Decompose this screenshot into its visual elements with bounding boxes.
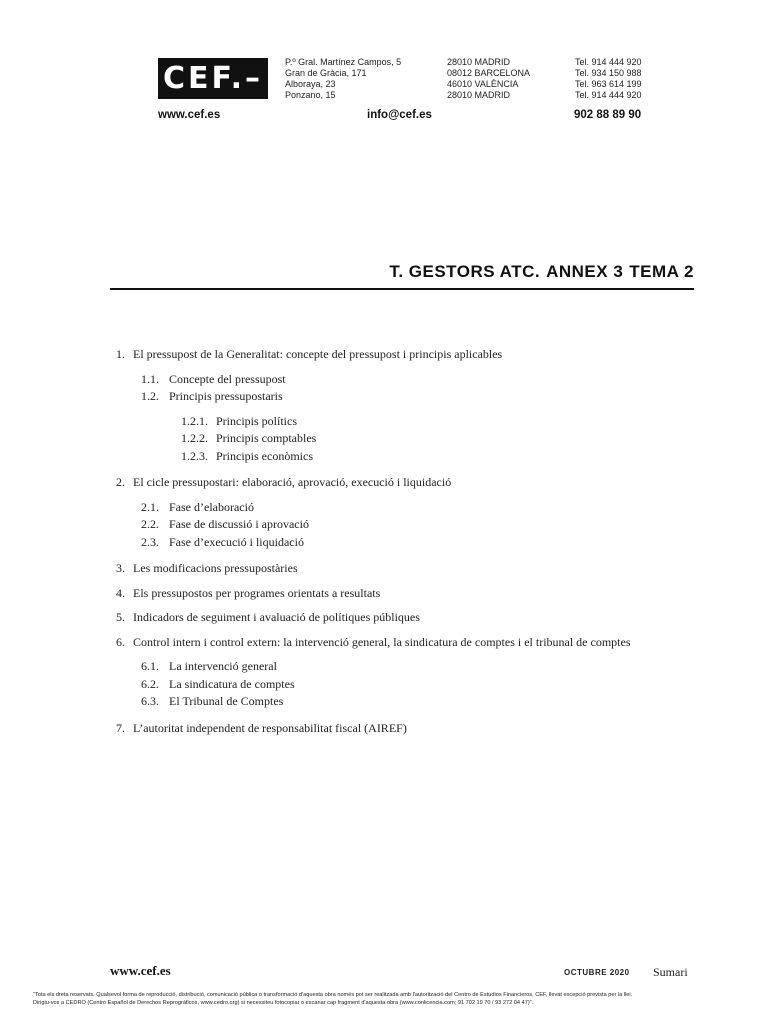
- toc-item[interactable]: [0, 720, 768, 738]
- address-city: 28010 MADRID: [447, 57, 511, 67]
- address-city: 46010 VALÈNCIA: [447, 79, 519, 89]
- toc-item[interactable]: [0, 534, 768, 552]
- toc-text: Fase de discussió i aprovació: [169, 517, 309, 531]
- header-email-link[interactable]: info@cef.es: [367, 109, 432, 121]
- footer-website-link[interactable]: www.cef.es: [110, 963, 171, 978]
- toc-item[interactable]: [0, 676, 768, 694]
- toc-text: Control intern i control extern: la intervenció general, la sindicatura de comptes i el tribunal de comptes: [133, 634, 631, 649]
- toc-text: Els pressupostos per programes orientats a resultats: [133, 585, 381, 600]
- toc-number: 1.2.1.: [181, 413, 208, 428]
- address-street: P.º Gral. Martínez Campos, 5: [285, 57, 402, 67]
- toc-item[interactable]: [0, 388, 768, 406]
- footer-date: OCTUBRE 2020: [564, 968, 630, 977]
- toc-item[interactable]: [0, 474, 768, 492]
- toc-number: 6.3.: [141, 694, 159, 708]
- address-street: Ponzano, 15: [285, 90, 336, 100]
- spacer: [0, 627, 768, 634]
- table-of-contents: [0, 346, 768, 737]
- address-tel: Tel. 914 444 920: [575, 57, 642, 67]
- spacer: [0, 465, 768, 474]
- toc-item[interactable]: [0, 448, 768, 466]
- address-tel: Tel. 914 444 920: [575, 90, 642, 100]
- toc-number: 6.: [116, 634, 125, 649]
- address-tel: Tel. 934 150 988: [575, 68, 642, 78]
- toc-item[interactable]: [0, 499, 768, 517]
- toc-number: 2.2.: [141, 517, 159, 531]
- toc-item[interactable]: [0, 609, 768, 627]
- toc-number: 1.: [116, 347, 125, 361]
- legal-line: "Tota els dreta reservats. Qualsevol forma de reproducció, distribució, comunicació pública o transformació d'aquesta obra només pot ser realitzada amb l'autorització del Centro de Estudios Financieros, CEF, llevat excepció prevista per la llei.: [33, 992, 633, 998]
- toc-text: Principis econòmics: [216, 448, 313, 463]
- spacer: [0, 364, 768, 371]
- toc-item[interactable]: [0, 413, 768, 431]
- document-title: [383, 262, 694, 282]
- legal-line: Dirigiu-vos a CEDRO (Centro Español de Derechos Reprográficos, www.cedro.org) si necessiteu fotocopiar o escanar cap fragment d'aquesta obra (www.conlicencia.com; 91 702 19 70 / 93 272 04 47)".: [33, 999, 534, 1006]
- toc-number: 6.2.: [141, 676, 159, 691]
- address-phones: [575, 57, 642, 101]
- toc-text: El Tribunal de Comptes: [169, 694, 284, 708]
- toc-number: 2.3.: [141, 534, 159, 549]
- toc-number: 7.: [116, 720, 125, 735]
- toc-text: L’autoritat independent de responsabilitat fiscal (AIREF): [133, 720, 407, 735]
- spacer: [0, 492, 768, 499]
- toc-number: 1.2.2.: [181, 431, 208, 445]
- address-city: 08012 BARCELONA: [447, 68, 531, 78]
- toc-text: Concepte del pressupost: [169, 371, 286, 386]
- toc-number: 2.1.: [141, 499, 159, 514]
- toc-item[interactable]: [0, 371, 768, 389]
- title-part-1: T. GESTORS ATC.: [389, 262, 541, 281]
- toc-number: 4.: [116, 585, 125, 600]
- title-part-2: ANNEX 3: [546, 262, 624, 281]
- footer-sumari-link[interactable]: Sumari: [653, 965, 688, 979]
- toc-item[interactable]: [0, 430, 768, 448]
- legal-notice: [33, 992, 735, 1007]
- toc-number: 1.2.3.: [181, 448, 208, 463]
- header-phone: 902 88 89 90: [574, 109, 642, 121]
- spacer: [0, 711, 768, 720]
- title-divider: [110, 288, 694, 290]
- toc-item[interactable]: [0, 585, 768, 603]
- toc-text: Principis pressupostaris: [169, 389, 283, 403]
- toc-number: 1.1.: [141, 371, 159, 386]
- toc-text: Fase d’execució i liquidació: [169, 534, 304, 549]
- spacer: [0, 551, 768, 560]
- toc-text: La sindicatura de comptes: [169, 676, 295, 691]
- title-part-3: TEMA 2: [629, 262, 694, 281]
- spacer: [0, 602, 768, 609]
- spacer: [0, 406, 768, 413]
- spacer: [0, 578, 768, 585]
- toc-text: Principis comptables: [216, 431, 317, 445]
- address-street: Alboraya, 23: [285, 79, 336, 89]
- toc-number: 3.: [116, 561, 125, 575]
- toc-text: Fase d’elaboració: [169, 499, 254, 514]
- toc-item[interactable]: [0, 346, 768, 364]
- toc-text: El pressupost de la Generalitat: concepte del pressupost i principis aplicables: [133, 347, 503, 361]
- cef-logo: CEF.–: [158, 58, 268, 99]
- spacer: [0, 651, 768, 658]
- toc-item[interactable]: [0, 693, 768, 711]
- toc-text: Indicadors de seguiment i avaluació de polítiques públiques: [133, 610, 420, 624]
- toc-number: 1.2.: [141, 389, 159, 403]
- toc-number: 2.: [116, 475, 125, 489]
- toc-number: 5.: [116, 610, 125, 624]
- address-streets: [285, 57, 401, 101]
- toc-item[interactable]: [0, 560, 768, 578]
- toc-text: El cicle pressupostari: elaboració, aprovació, execució i liquidació: [133, 475, 452, 489]
- toc-text: La intervenció general: [169, 659, 277, 673]
- toc-number: 6.1.: [141, 659, 159, 673]
- toc-item[interactable]: [0, 658, 768, 676]
- toc-item[interactable]: [0, 634, 768, 652]
- header-website-link[interactable]: www.cef.es: [158, 109, 221, 121]
- toc-text: Les modificacions pressupostàries: [133, 561, 298, 575]
- address-city: 28010 MADRID: [447, 90, 511, 100]
- toc-item[interactable]: [0, 516, 768, 534]
- address-cities: [447, 57, 530, 101]
- address-street: Gran de Gràcia, 171: [285, 68, 367, 78]
- address-tel: Tel. 963 614 199: [575, 79, 642, 89]
- toc-text: Principis polítics: [216, 413, 297, 428]
